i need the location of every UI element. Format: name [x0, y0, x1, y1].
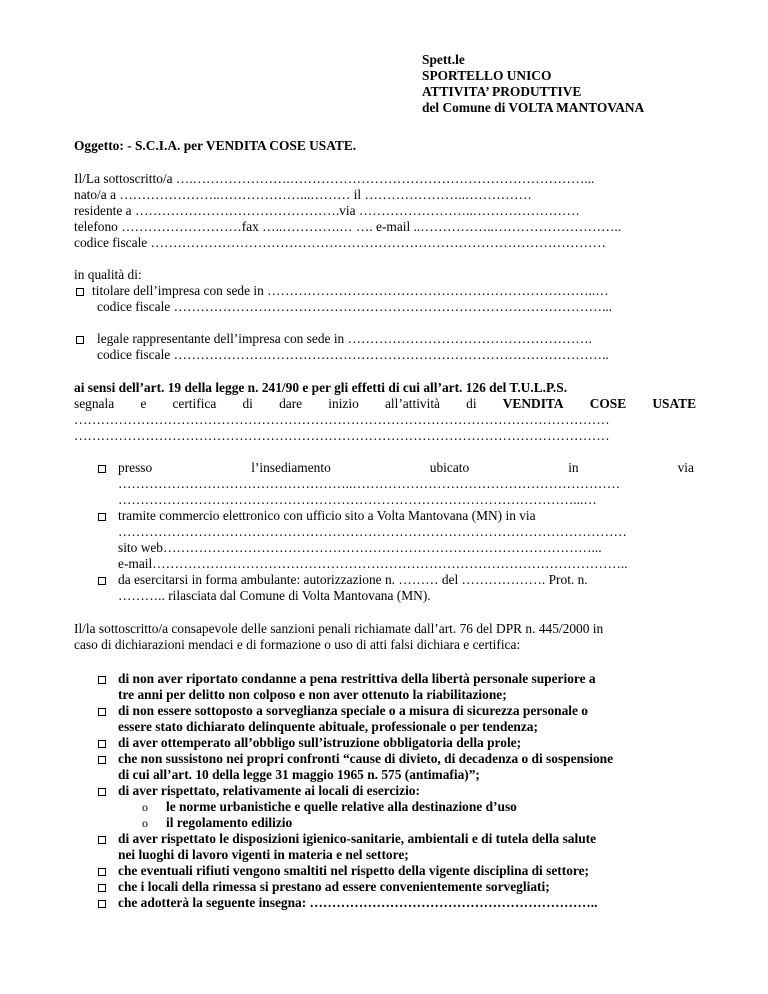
segnala-word: certifica: [172, 396, 217, 411]
checkbox-item-8[interactable]: [98, 884, 106, 892]
address-line-1: Spett.le: [422, 52, 465, 67]
item-1-line-2: tre anni per delitto non colposo e non aver ottenuto la riabilitazione;: [118, 687, 507, 702]
address-line-4: del Comune di VOLTA MANTOVANA: [422, 100, 645, 115]
presso-line: [118, 460, 694, 476]
checkbox-titolare[interactable]: [76, 288, 84, 296]
segnala-word: VENDITA: [502, 396, 564, 411]
subject-line: Oggetto: - S.C.I.A. per VENDITA COSE USATE.: [74, 138, 357, 153]
titolare-cf[interactable]: codice fiscale ……………………………………………………………………………………...: [97, 299, 613, 314]
checkbox-item-5[interactable]: [98, 788, 106, 796]
address-line-3: ATTIVITA’ PRODUTTIVE: [422, 84, 582, 99]
segnala-word: di: [466, 396, 477, 411]
checkbox-item-6[interactable]: [98, 836, 106, 844]
presso-dots-1[interactable]: ……………………………………………..……………………………………………………: [118, 476, 621, 491]
presso-word: ubicato: [429, 460, 470, 475]
checkbox-elettronico[interactable]: [98, 513, 106, 521]
presso-dots-2[interactable]: …………………………………………………………………………………………...…: [118, 492, 597, 507]
checkbox-item-9[interactable]: [98, 900, 106, 908]
checkbox-legale[interactable]: [76, 336, 84, 344]
item-5-sub-1: le norme urbanistiche e quelle relative alla destinazione d’uso: [166, 799, 517, 814]
checkbox-item-2[interactable]: [98, 708, 106, 716]
presso-word: in: [568, 460, 579, 475]
address-line-2: SPORTELLO UNICO: [422, 68, 552, 83]
item-6-line-2: nei luoghi di lavoro vigenti in materia e nel settore;: [118, 847, 409, 862]
item-5-sub-2: il regolamento edilizio: [166, 815, 293, 830]
segnala-word: USATE: [652, 396, 696, 411]
ambulante-label-2: ……….. rilasciata dal Comune di Volta Mantovana (MN).: [118, 588, 431, 603]
field-residente[interactable]: residente a ……………………………………….via ……………………..……………………: [74, 203, 580, 218]
checkbox-item-4[interactable]: [98, 756, 106, 764]
bullet-circle-icon: o: [142, 816, 148, 830]
ambulante-label: da esercitarsi in forma ambulante: autorizzazione n. ……… del ………………. Prot. n.: [118, 572, 588, 587]
presso-word: l’insediamento: [251, 460, 331, 475]
email-field[interactable]: e-mail……………………………………………………………………………………………..: [118, 556, 628, 571]
item-5: di aver rispettato, relativamente ai locali di esercizio:: [118, 783, 420, 798]
dichiarazione-line-1: Il/la sottoscritto/a consapevole delle sanzioni penali richiamate dall’art. 76 del DPR n. 445/2000 in: [74, 621, 604, 636]
checkbox-item-7[interactable]: [98, 868, 106, 876]
item-2-line-1: di non essere sottoposto a sorveglianza speciale o a misura di sicurezza personale o: [118, 703, 589, 718]
field-nato[interactable]: nato/a a …………………..………………...……… il …………………..……………: [74, 187, 532, 202]
field-sottoscritto[interactable]: Il/La sottoscritto/a ….………………….…………………………………………………………...: [74, 171, 595, 186]
item-1-line-1: di non aver riportato condanne a pena restrittiva della libertà personale superiore a: [118, 671, 596, 686]
field-codice-fiscale[interactable]: codice fiscale …………………………………………………………………………………………: [74, 235, 606, 250]
segnala-dots-1[interactable]: …………………………………………………………………………………………………………: [74, 412, 610, 427]
segnala-word: di: [242, 396, 253, 411]
segnala-word: COSE: [589, 396, 627, 411]
segnala-word: dare: [279, 396, 303, 411]
legale-label: legale rappresentante dell’impresa con sede in ……………………………………………….: [97, 331, 592, 346]
segnala-word: e: [140, 396, 147, 411]
item-4-line-2: di cui all’art. 10 della legge 31 maggio 1965 n. 575 (antimafia)”;: [118, 767, 480, 782]
elettronico-dots[interactable]: ……………………………………………………………………………………………………: [118, 524, 627, 539]
field-telefono[interactable]: telefono ………………………fax …..………….… …. e-mail ..……………..………………………..: [74, 219, 622, 234]
qualita-heading: in qualità di:: [74, 267, 142, 282]
segnala-dots-2[interactable]: …………………………………………………………………………………………………………: [74, 428, 610, 443]
segnala-line: [74, 396, 696, 412]
item-8: che i locali della rimessa si prestano ad essere convenientemente sorvegliati;: [118, 879, 550, 894]
item-6-line-1: di aver rispettato le disposizioni igienico-sanitarie, ambientali e di tutela della salute: [118, 831, 597, 846]
bullet-circle-icon: o: [142, 800, 148, 814]
item-9[interactable]: che adotterà la seguente insegna: ………………………………………………………..: [118, 895, 598, 910]
checkbox-ambulante[interactable]: [98, 577, 106, 585]
item-7: che eventuali rifiuti vengono smaltiti nel rispetto della vigente disciplina di settore;: [118, 863, 589, 878]
segnala-word: inizio: [328, 396, 359, 411]
titolare-label: titolare dell’impresa con sede in ………………………………………………………………..…: [92, 283, 609, 298]
legale-cf[interactable]: codice fiscale ……………………………………………………………………………………..: [97, 347, 609, 362]
sito-web-field[interactable]: sito web……………………………………………………………………………………...: [118, 540, 602, 555]
item-4-line-1: che non sussistono nei propri confronti “cause di divieto, di decadenza o di sospensione: [118, 751, 614, 766]
legal-basis: ai sensi dell’art. 19 della legge n. 241/90 e per gli effetti di cui all’art. 126 del T.U.L.P.S.: [74, 380, 568, 395]
item-2-line-2: essere stato dichiarato delinquente abituale, professionale o per tendenza;: [118, 719, 538, 734]
presso-word: via: [677, 460, 694, 475]
item-3: di aver ottemperato all’obbligo sull’istruzione obbligatoria della prole;: [118, 735, 522, 750]
presso-word: presso: [118, 460, 153, 475]
checkbox-item-3[interactable]: [98, 740, 106, 748]
checkbox-presso[interactable]: [98, 465, 106, 473]
segnala-word: segnala: [74, 396, 115, 411]
checkbox-item-1[interactable]: [98, 676, 106, 684]
segnala-word: all’attività: [384, 396, 440, 411]
dichiarazione-line-2: caso di dichiarazioni mendaci e di formazione o uso di atti falsi dichiara e certifica:: [74, 637, 521, 652]
elettronico-label: tramite commercio elettronico con ufficio sito a Volta Mantovana (MN) in via: [118, 508, 536, 523]
